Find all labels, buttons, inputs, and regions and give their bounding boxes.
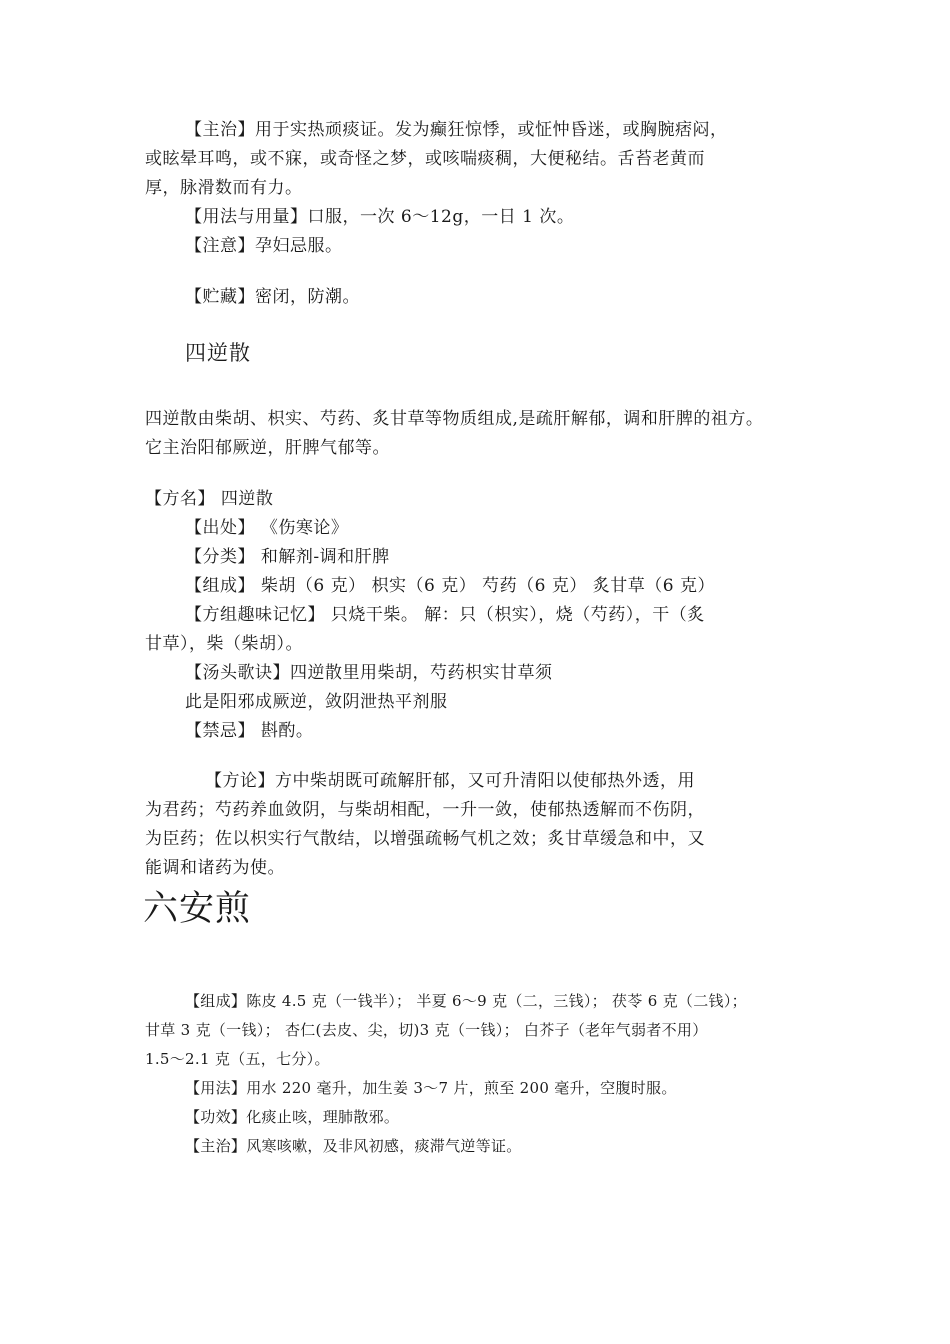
sini-discussion-line-4: 能调和诸药为使。 — [145, 858, 285, 878]
liuan-composition-line-3: 1.5～2.1 克（五，七分）。 — [145, 1050, 330, 1068]
formula-title-liuan: 六安煎 — [143, 889, 252, 929]
sini-intro-line-1: 四逆散由柴胡、枳实、芍药、炙甘草等物质组成,是疏肝解郁，调和肝脾的祖方。 — [145, 409, 764, 429]
caution: 【注意】孕妇忌服。 — [185, 236, 343, 256]
sini-discussion-line-3: 为臣药；佐以枳实行气散结，以增强疏畅气机之效；炙甘草缓急和中，又 — [145, 829, 705, 849]
sini-intro-line-2: 它主治阳郁厥逆，肝脾气郁等。 — [145, 438, 390, 458]
formula-title-sini: 四逆散 — [185, 341, 251, 365]
liuan-usage: 【用法】用水 220 毫升，加生姜 3～7 片，煎至 200 毫升，空腹时服。 — [185, 1079, 677, 1097]
sini-source: 【出处】 《伤寒论》 — [185, 518, 349, 538]
indication-line-1: 【主治】用于实热顽痰证。发为癫狂惊悸，或怔忡昏迷，或胸腕痞闷， — [185, 120, 728, 140]
sini-discussion-line-1: 【方论】方中柴胡既可疏解肝郁，又可升清阳以使郁热外透，用 — [205, 771, 695, 791]
sini-mnemonic-line-2: 甘草），柴（柴胡）。 — [145, 634, 303, 654]
indication-line-2: 或眩晕耳鸣，或不寐，或奇怪之梦，或咳喘痰稠，大便秘结。舌苔老黄而 — [145, 149, 705, 169]
indication-line-3: 厚，脉滑数而有力。 — [145, 178, 303, 198]
liuan-composition-line-1: 【组成】陈皮 4.5 克（一钱半）； 半夏 6～9 克（二，三钱）； 茯苓 6 克（二钱）； — [185, 992, 747, 1010]
storage: 【贮藏】密闭，防潮。 — [185, 287, 360, 307]
sini-name: 【方名】 四逆散 — [145, 489, 274, 509]
liuan-efficacy: 【功效】化痰止咳，理肺散邪。 — [185, 1108, 400, 1126]
liuan-composition-line-2: 甘草 3 克（一钱）； 杏仁(去皮、尖，切)3 克（一钱）； 白芥子（老年气弱者不用） — [145, 1021, 708, 1039]
sini-verse-line-2: 此是阳邪成厥逆，敛阴泄热平剂服 — [185, 692, 448, 712]
sini-discussion-line-2: 为君药；芍药养血敛阴，与柴胡相配，一升一敛，使郁热透解而不伤阴， — [145, 800, 705, 820]
sini-contraindication: 【禁忌】 斟酌。 — [185, 721, 314, 741]
sini-mnemonic-line-1: 【方组趣味记忆】 只烧干柴。 解：只（枳实），烧（芍药），干（炙 — [185, 605, 705, 625]
sini-verse-line-1: 【汤头歌诀】四逆散里用柴胡，芍药枳实甘草须 — [185, 663, 553, 683]
usage-dosage: 【用法与用量】口服，一次 6～12g，一日 1 次。 — [185, 207, 575, 227]
sini-category: 【分类】 和解剂-调和肝脾 — [185, 547, 390, 567]
liuan-indication: 【主治】风寒咳嗽，及非风初感，痰滞气逆等证。 — [185, 1137, 522, 1155]
sini-composition: 【组成】 柴胡（6 克） 枳实（6 克） 芍药（6 克） 炙甘草（6 克） — [185, 576, 715, 596]
